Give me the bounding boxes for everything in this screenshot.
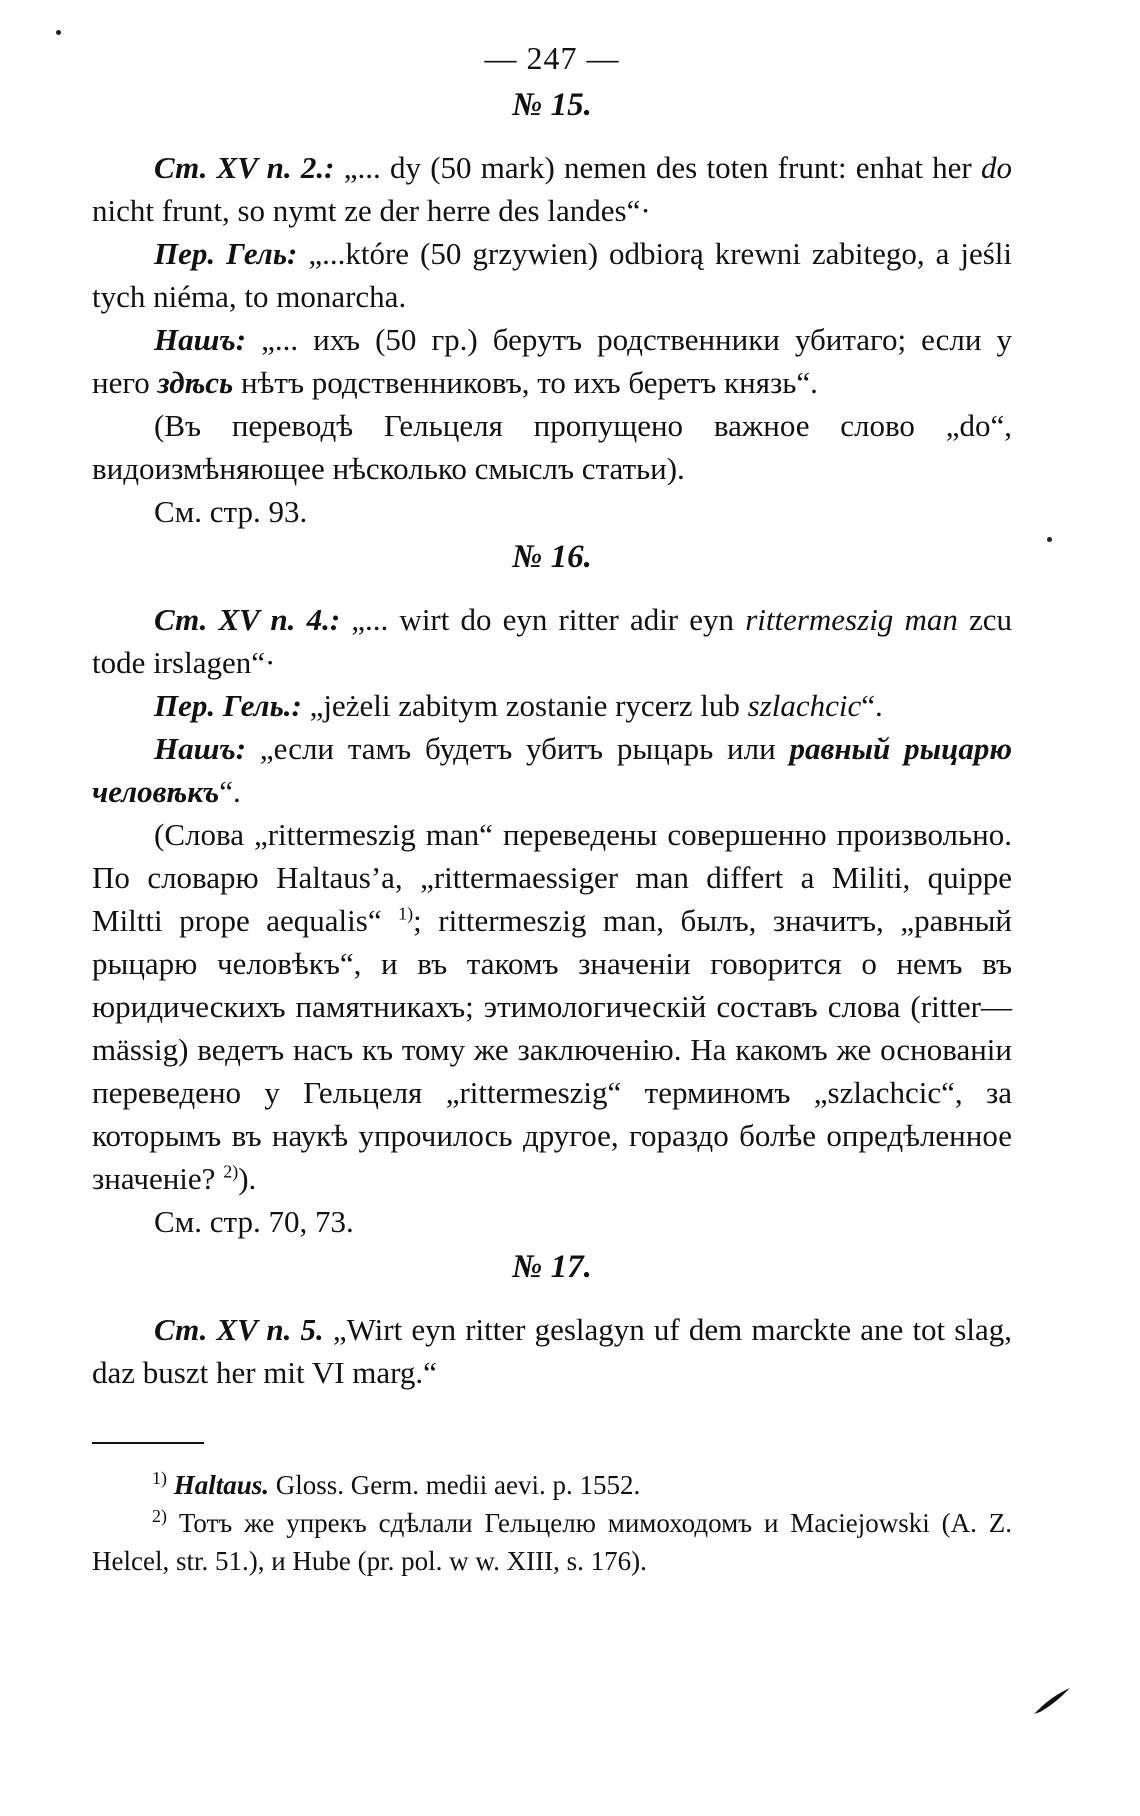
emphasis: здѣсь [157,365,234,400]
entry-16-helcel [92,684,1012,727]
emphasis: равный рыцарю человѣкъ [92,731,1012,809]
our-text-cont: нѣтъ родственниковъ, то ихъ беретъ князь“. [233,365,818,400]
footnote-ref-1[interactable]: 1) [398,903,414,924]
footnote-2 [92,1504,1012,1580]
translation-label: Пер. Гель: [154,236,298,271]
entry-17-original [92,1308,1012,1394]
print-speck [1047,537,1052,542]
entry-15-helcel [92,232,1012,318]
footnote-mark: 1) [152,1468,167,1488]
emphasis: szlachcic [747,688,862,723]
entry-15-ours [92,318,1012,404]
our-text: „... ихъ (50 гр.) берутъ родственники убитаго; если у него [92,322,1012,400]
print-speck [56,30,61,35]
footnote-mark: 2) [152,1506,167,1526]
footnote-author: Haltaus. [173,1470,270,1500]
footnote-divider [92,1442,204,1444]
original-text: „... wirt do eyn ritter adir eyn [340,602,746,637]
entry-16-ours [92,727,1012,813]
entry-number-17: № 17. [512,1249,592,1285]
page-number: — 247 — [484,40,620,76]
comment-text: (Слова „rittermeszig man“ переведены совершенно произвольно. По словарю Haltaus’a, „rittermaessiger man differt a Militi, quippe Miltti prope aequalis“ [92,817,1012,938]
article-label: Ст. XV п. 4.: [154,602,341,637]
entry-16-comment [92,813,1012,1200]
original-text: „... dy (50 mark) nemen des toten frunt: enhat her [334,150,981,185]
entry-15-comment: (Въ переводѣ Гельцеля пропущено важное слово „do“, видоизмѣняющее нѣсколько смыслъ статьи). [92,408,1012,486]
footnote-1 [92,1466,1012,1504]
emphasis: do [981,150,1012,185]
footnote-text: Gloss. Germ. medii aevi. p. 1552. [269,1470,641,1500]
article-label: Ст. XV п. 5. [154,1312,324,1347]
article-label: Ст. XV п. 2.: [154,150,335,185]
original-text-cont: nicht frunt, so nymt ze der herre des landes“· [92,193,651,228]
our-text-cont: “. [219,774,241,809]
entry-16-original [92,598,1012,684]
our-label: Нашъ: [154,322,247,357]
translation-text: „...które (50 grzywien) odbiorą krewni zabitego, a jeśli tych niéma, to monarcha. [92,236,1013,314]
entry-15-original [92,146,1012,232]
entry-number-15: № 15. [512,87,592,123]
entry-16-reference: См. стр. 70, 73. [154,1204,354,1239]
our-text: „если тамъ будетъ убитъ рыцарь или [246,731,790,766]
comment-text-end: ). [238,1161,257,1196]
original-text-cont: zcu tode irslagen“· [92,602,1013,680]
entry-number-16: № 16. [512,539,592,575]
footnote-text: Тотъ же упрекъ сдѣлали Гельцелю мимоходомъ и Maciejowski (A. Z. Helcel, str. 51.), и Hube (pr. pol. w w. XIII, s. 176). [92,1508,1012,1576]
original-text: „Wirt eyn ritter geslagyn uf dem marckte ane tot slag, daz buszt her mit VI marg.“ [92,1312,1012,1390]
translation-text: „jeżeli zabitym zostanie rycerz lub [301,688,748,723]
translation-text-cont: “. [861,688,883,723]
our-label: Нашъ: [154,731,247,766]
entry-15-reference: См. стр. 93. [154,494,308,529]
quill-mark-icon [1032,1686,1072,1716]
translation-label: Пер. Гель.: [154,688,302,723]
document-page [92,40,1012,1580]
footnote-ref-2[interactable]: 2) [223,1161,239,1182]
comment-text-cont: ; rittermeszig man, былъ, значитъ, „равный рыцарю человѣкъ“, и въ такомъ значеніи говорится о немъ въ юридическихъ памятникахъ; этимологическій составъ слова (ritter—mässig) ведетъ насъ къ тому же заключенію. На какомъ же основаніи переведено у Гельцеля „rittermeszig“ терминомъ „szlachcic“, за которымъ въ наукѣ упрочилось другое, гораздо болѣе опредѣленное значеніе? [92,903,1012,1196]
emphasis: rittermeszig man [745,602,958,637]
